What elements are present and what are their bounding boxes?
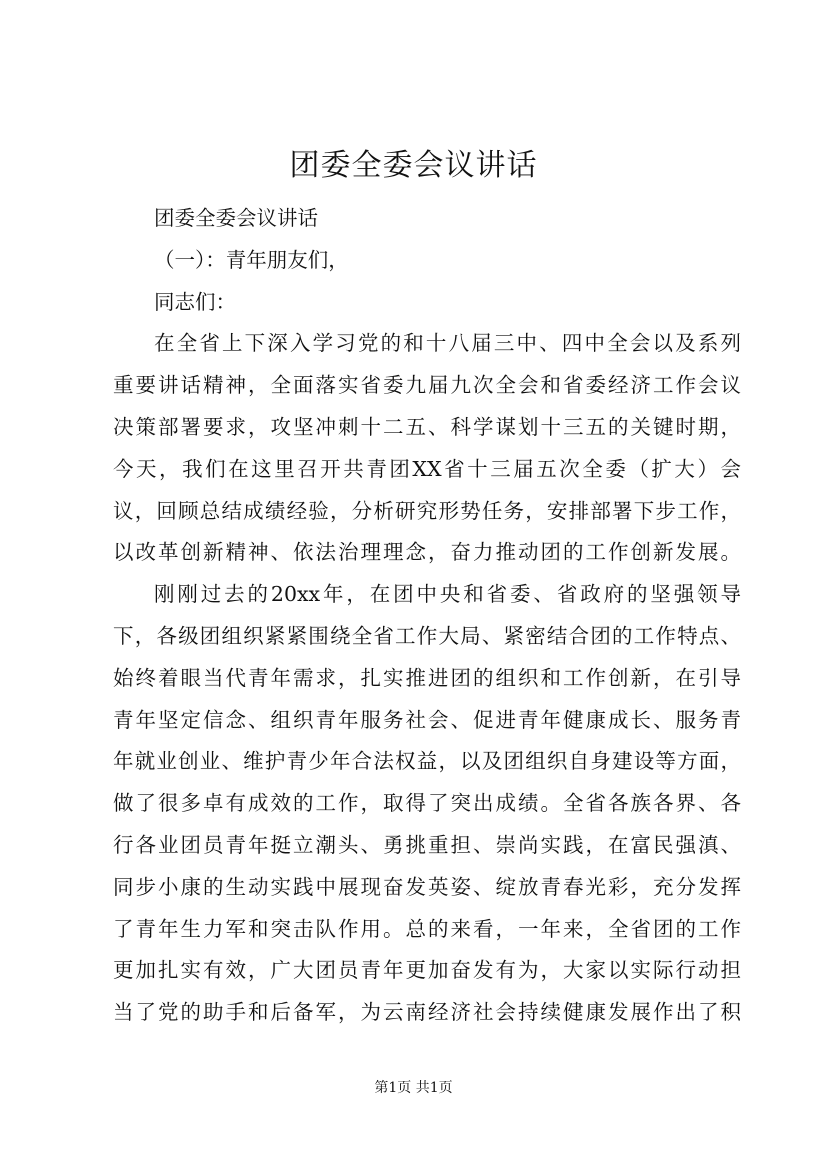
body-line: 同志们： (154, 289, 236, 314)
body-line: 了青年生力军和突击队作用。总的来看，一年来，全省团的工作 (113, 916, 741, 941)
body-line: 当了党的助手和后备军，为云南经济社会持续健康发展作出了积 (113, 1000, 741, 1025)
body-line: 议，回顾总结成绩经验，分析研究形势任务，安排部署下步工作， (113, 498, 741, 523)
body-line: 青年坚定信念、组织青年服务社会、促进青年健康成长、服务青 (113, 707, 741, 732)
body-line: 更加扎实有效，广大团员青年更加奋发有为，大家以实际行动担 (113, 958, 741, 983)
body-line: 在全省上下深入学习党的和十八届三中、四中全会以及系列 (154, 331, 741, 356)
body-line: 行各业团员青年挺立潮头、勇挑重担、崇尚实践，在富民强滇、 (113, 832, 741, 857)
body-line: 始终着眼当代青年需求，扎实推进团的组织和工作创新，在引导 (113, 665, 741, 690)
body-line: 重要讲话精神，全面落实省委九届九次全会和省委经济工作会议 (113, 373, 741, 398)
body-line: 同步小康的生动实践中展现奋发英姿、绽放青春光彩，充分发挥 (113, 874, 741, 899)
body-line: 决策部署要求，攻坚冲刺十二五、科学谋划十三五的关键时期， (113, 414, 741, 439)
body-line: 做了很多卓有成效的工作，取得了突出成绩。全省各族各界、各 (113, 791, 741, 816)
body-line: 团委全委会议讲话 (154, 206, 318, 230)
document-title: 团委全委会议讲话 (289, 148, 538, 183)
body-line: 刚刚过去的20xx年，在团中央和省委、省政府的坚强领导 (154, 582, 741, 607)
body-line: 下，各级团组织紧紧围绕全省工作大局、紧密结合团的工作特点、 (113, 623, 741, 648)
document-body (113, 198, 741, 1034)
body-line: 今天，我们在这里召开共青团XX省十三届五次全委（扩大）会 (113, 456, 741, 481)
page-number: 第1页 共1页 (374, 1080, 453, 1096)
body-line: 以改革创新精神、依法治理理念，奋力推动团的工作创新发展。 (113, 540, 741, 565)
body-line: （一）：青年朋友们， (154, 247, 349, 272)
body-line: 年就业创业、维护青少年合法权益，以及团组织自身建设等方面， (113, 749, 741, 774)
